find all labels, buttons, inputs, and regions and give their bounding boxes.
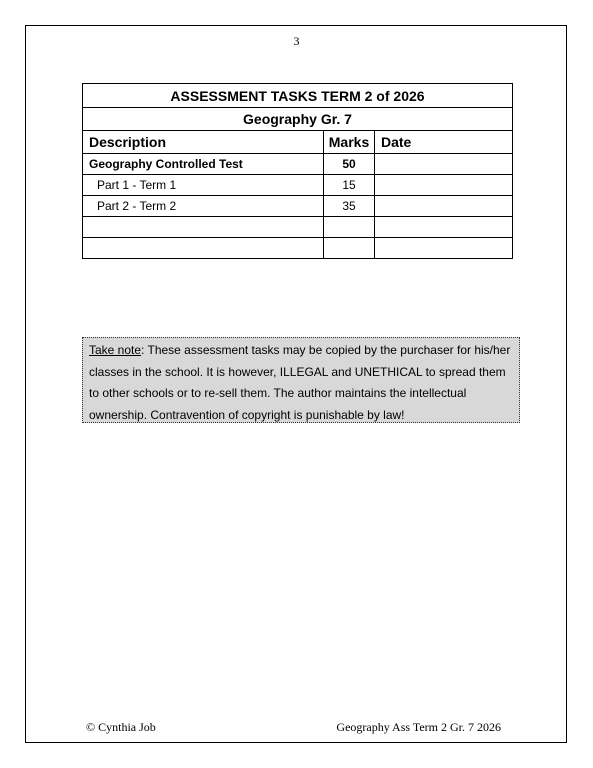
row-marks: 15 bbox=[324, 175, 375, 196]
table-title-row bbox=[83, 84, 513, 108]
column-header-marks: Marks bbox=[324, 131, 375, 154]
table-row bbox=[83, 175, 513, 196]
row-date bbox=[375, 217, 513, 238]
page-number: 3 bbox=[293, 34, 300, 48]
table-subtitle-row bbox=[83, 108, 513, 131]
row-date bbox=[375, 154, 513, 175]
row-marks bbox=[324, 238, 375, 259]
footer-document-title: Geography Ass Term 2 Gr. 7 2026 bbox=[336, 720, 501, 734]
row-description: Part 1 - Term 1 bbox=[83, 175, 324, 196]
table-title: ASSESSMENT TASKS TERM 2 of 2026 bbox=[83, 84, 513, 108]
row-date bbox=[375, 238, 513, 259]
column-header-date: Date bbox=[375, 131, 513, 154]
row-description bbox=[83, 238, 324, 259]
table-row bbox=[83, 196, 513, 217]
table-row bbox=[83, 217, 513, 238]
row-description: Geography Controlled Test bbox=[83, 154, 324, 175]
row-marks bbox=[324, 217, 375, 238]
row-date bbox=[375, 196, 513, 217]
table-subtitle: Geography Gr. 7 bbox=[83, 108, 513, 131]
row-marks: 50 bbox=[324, 154, 375, 175]
footer-author: © Cynthia Job bbox=[86, 720, 156, 734]
row-marks: 35 bbox=[324, 196, 375, 217]
table-row bbox=[83, 154, 513, 175]
table-row bbox=[83, 238, 513, 259]
note-label: Take note bbox=[89, 343, 142, 357]
row-description bbox=[83, 217, 324, 238]
column-header-description: Description bbox=[83, 131, 324, 154]
table-header-row bbox=[83, 131, 513, 154]
assessment-table bbox=[82, 83, 513, 259]
note-text: : These assessment tasks may be copied by the purchaser for his/her classes in the school. It is however, ILLEGAL and UNETHICAL to spread them to other schools or to re-sell them. The author maintains the intellectual ownership. Contravention of copyright is punishable by law! bbox=[89, 343, 511, 422]
row-description: Part 2 - Term 2 bbox=[83, 196, 324, 217]
row-date bbox=[375, 175, 513, 196]
copyright-note bbox=[82, 337, 520, 423]
